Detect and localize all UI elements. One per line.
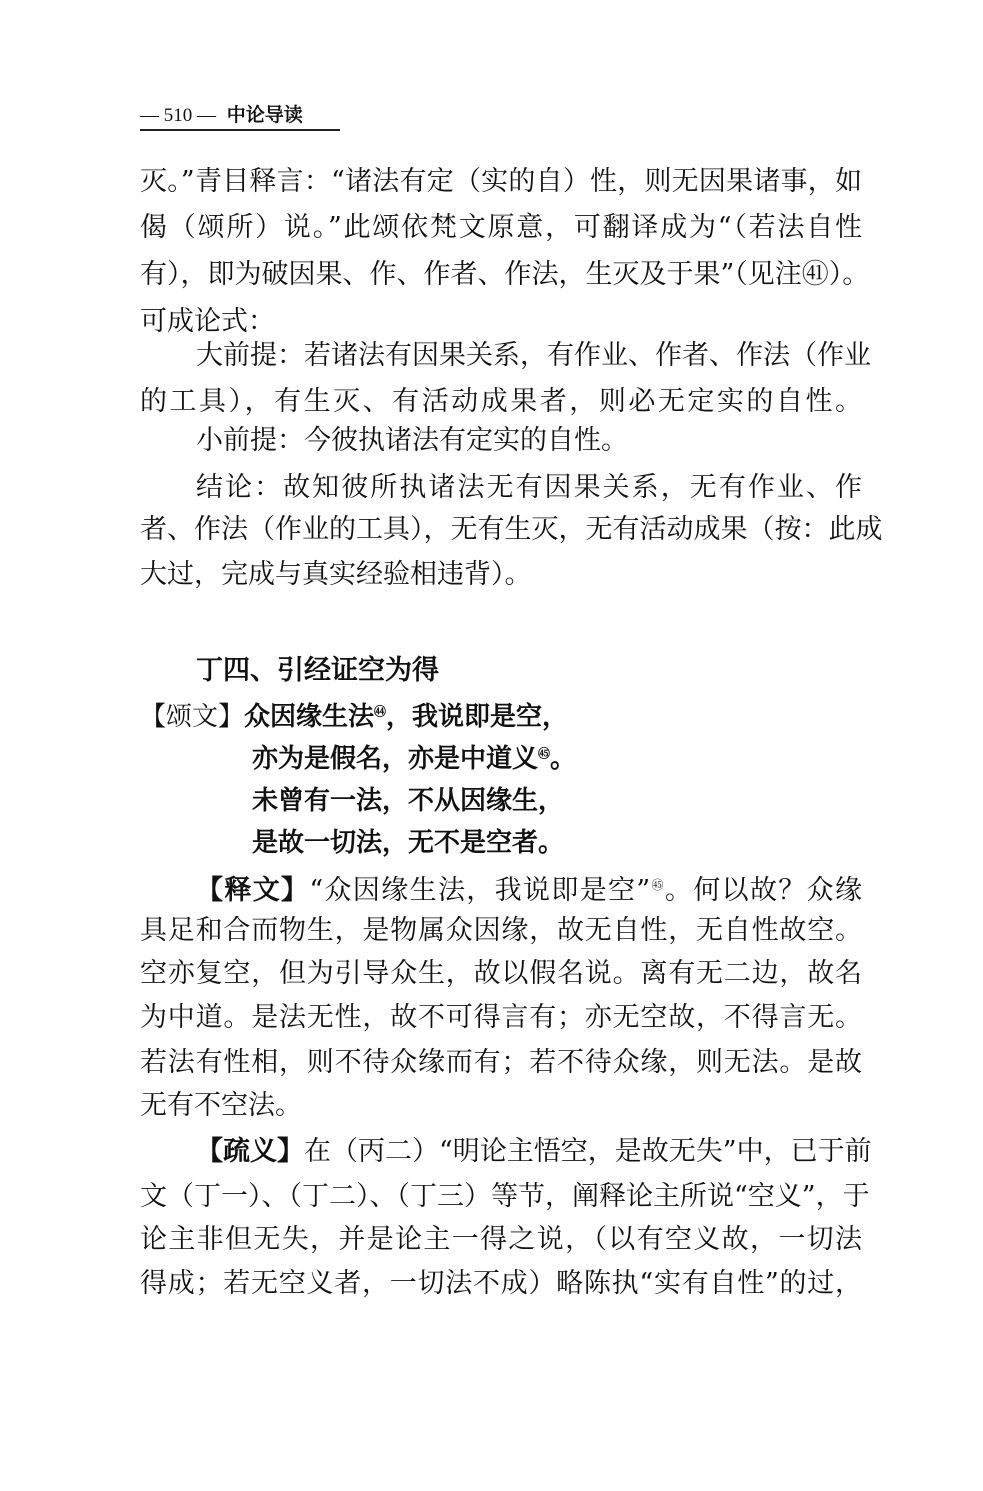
explanation-line: 为中道。是法无性，故不可得言有；亦无空故，不得言无。 xyxy=(140,1002,862,1033)
footnote-ref: ㊺ xyxy=(538,746,551,761)
commentary-line: 得成；若无空义者，一切法不成）略陈执“实有自性”的过， xyxy=(140,1268,862,1299)
minor-premise: 小前提：今彼执诸法有定实的自性。 xyxy=(196,425,628,456)
verse-text: ，我说即是空， xyxy=(386,702,569,732)
section-heading: 丁四、引经证空为得 xyxy=(196,655,439,686)
explanation-line: 若法有性相，则不待众缘而有；若不待众缘，则无法。是故 xyxy=(140,1047,862,1078)
explanation-line xyxy=(196,869,862,907)
commentary-line: 文（丁一）、（丁二）、（丁三）等节，阐释论主所说“空义”，于 xyxy=(140,1181,870,1212)
explanation-line: 空亦复空，但为引导众生，故以假名说。离有无二边，故名 xyxy=(140,958,862,989)
book-title: 中论导读 xyxy=(226,104,303,126)
footnote-ref: ㊹ xyxy=(374,704,387,719)
body-line: 有），即为破因果、作、作者、作法，生灭及于果”（见注㊶）。 xyxy=(140,259,870,290)
verse-text: 。 xyxy=(550,744,577,774)
body-line: 灭。”青目释言：“诸法有定（实的自）性，则无因果诸事，如 xyxy=(140,166,862,197)
footnote-ref: ㊺ xyxy=(650,878,665,892)
page-number: — 510 — xyxy=(140,105,216,126)
conclusion-line: 结论：故知彼所执诸法无有因果关系，无有作业、作 xyxy=(196,472,862,503)
verse-line: 是故一切法，无不是空者。 xyxy=(252,828,565,858)
commentary-line xyxy=(196,1136,872,1168)
explanation-line: 无有不空法。 xyxy=(140,1090,302,1121)
explanation-line: 具足和合而物生，是物属众因缘，故无自性，无自性故空。 xyxy=(140,915,862,946)
explanation-tag: 【释文】 xyxy=(196,875,310,906)
conclusion-line: 大过，完成与真实经验相违背）。 xyxy=(140,559,532,590)
verse-line xyxy=(140,696,568,733)
quote: “众因缘生法，我说即是空” xyxy=(309,875,651,906)
commentary-line: 论主非但无失，并是论主一得之说，（以有空义故，一切法 xyxy=(140,1224,862,1255)
major-premise-line: 大前提：若诸法有因果关系，有作业、作者、作法（作业 xyxy=(196,340,871,371)
verse-text: 亦为是假名，亦是中道义 xyxy=(252,744,539,774)
verse-tag: 【颂文】 xyxy=(140,702,245,732)
text: 。何以故？众缘 xyxy=(664,875,862,906)
major-premise-line: 的工具），有生灭、有活动成果者，则必无定实的自性。 xyxy=(140,386,862,417)
text: 在（丙二）“明论主悟空，是故无失”中，已于前 xyxy=(304,1136,872,1167)
verse-line: 未曾有一法，不从因缘生， xyxy=(252,786,565,816)
conclusion-line: 者、作法（作业的工具），无有生灭，无有活动成果（按：此成 xyxy=(140,514,883,545)
body-line: 可成论式： xyxy=(140,306,275,337)
body-line: 偈（颂所）说。”此颂依梵文原意，可翻译成为“（若法自性 xyxy=(140,212,862,243)
running-header xyxy=(140,100,340,131)
verse-line xyxy=(252,738,576,775)
verse-text: 众因缘生法 xyxy=(244,702,375,732)
commentary-tag: 【疏义】 xyxy=(196,1136,304,1167)
